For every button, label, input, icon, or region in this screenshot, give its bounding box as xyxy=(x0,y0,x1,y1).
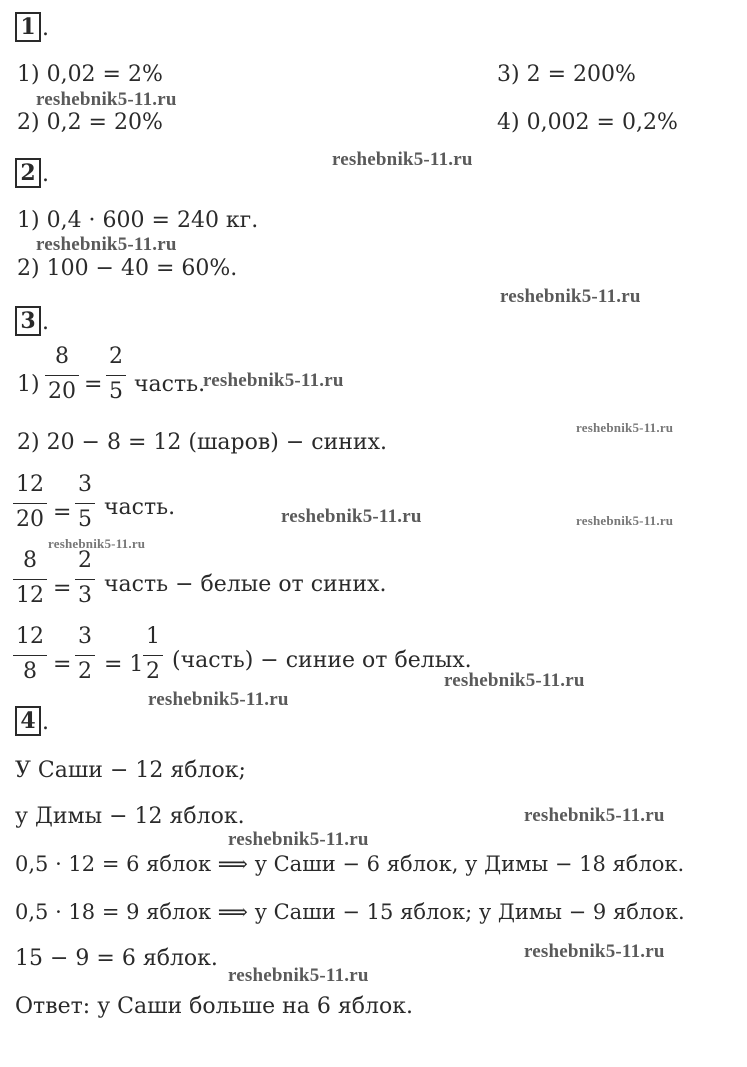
numerator: 12 xyxy=(16,624,44,649)
task-2-line-2: 2) 100 − 40 = 60%. xyxy=(17,256,238,281)
task-3-dot: . xyxy=(42,310,49,335)
task-4-line-2: у Димы − 12 яблок. xyxy=(15,804,245,829)
denominator: 8 xyxy=(23,659,37,684)
watermark: reshebnik5-11.ru xyxy=(444,670,585,691)
task-3-line-1-prefix: 1) xyxy=(17,372,40,397)
task-3-line-2: 2) 20 − 8 = 12 (шаров) − синих. xyxy=(17,430,387,455)
watermark: reshebnik5-11.ru xyxy=(281,506,422,527)
watermark: reshebnik5-11.ru xyxy=(148,689,289,710)
watermark: reshebnik5-11.ru xyxy=(228,965,369,986)
numerator: 12 xyxy=(16,472,44,497)
watermark: reshebnik5-11.ru xyxy=(36,234,177,255)
watermark: reshebnik5-11.ru xyxy=(203,370,344,391)
watermark: reshebnik5-11.ru xyxy=(48,536,146,551)
task-3-line-4-fraction-2 xyxy=(75,550,95,609)
fraction-bar xyxy=(75,503,95,504)
numerator: 8 xyxy=(55,344,69,369)
numerator: 3 xyxy=(78,624,92,649)
task-1-line-4: 4) 0,002 = 0,2% xyxy=(497,110,678,135)
numerator: 3 xyxy=(78,472,92,497)
fraction-bar xyxy=(13,579,47,580)
task-3-number: 3 xyxy=(15,306,41,336)
fraction-bar xyxy=(13,655,47,656)
task-3-line-5-eq: = xyxy=(53,652,72,677)
task-2-dot: . xyxy=(42,162,49,187)
fraction-bar xyxy=(143,655,163,656)
task-4-line-1: У Саши − 12 яблок; xyxy=(15,758,246,783)
task-3-line-3-fraction-1 xyxy=(13,474,47,533)
task-1-line-1: 1) 0,02 = 2% xyxy=(17,62,163,87)
task-2-line-1: 1) 0,4 · 600 = 240 кг. xyxy=(17,208,259,233)
watermark: reshebnik5-11.ru xyxy=(524,941,665,962)
task-3-line-3-suffix: часть. xyxy=(104,495,176,520)
task-4-line-4: 0,5 · 18 = 9 яблок ⟹ у Саши − 15 яблок; у Димы − 9 яблок. xyxy=(15,900,685,924)
task-1-dot: . xyxy=(42,16,49,41)
fraction-bar xyxy=(106,375,126,376)
task-4-line-5: 15 − 9 = 6 яблок. xyxy=(15,946,218,971)
watermark: reshebnik5-11.ru xyxy=(228,829,369,850)
watermark: reshebnik5-11.ru xyxy=(576,420,674,435)
task-3-line-3-fraction-2 xyxy=(75,474,95,533)
denominator: 20 xyxy=(48,379,76,404)
task-2-number: 2 xyxy=(15,158,41,188)
task-4-number: 4 xyxy=(15,706,41,736)
task-3-line-4-fraction-1 xyxy=(13,550,47,609)
watermark: reshebnik5-11.ru xyxy=(576,513,674,528)
watermark: reshebnik5-11.ru xyxy=(500,286,641,307)
task-3-line-5-fraction-2 xyxy=(75,626,95,685)
numerator: 2 xyxy=(109,344,123,369)
task-3-line-5-fraction-1 xyxy=(13,626,47,685)
task-3-line-3-eq: = xyxy=(53,500,72,525)
numerator: 2 xyxy=(78,548,92,573)
task-3-line-1-fraction-2 xyxy=(106,346,126,405)
fraction-bar xyxy=(13,503,47,504)
task-3-line-5-suffix: (часть) − синие от белых. xyxy=(172,648,472,673)
task-1-line-2: 2) 0,2 = 20% xyxy=(17,110,163,135)
numerator: 1 xyxy=(146,624,160,649)
task-3-line-5-fraction-3 xyxy=(143,626,163,685)
denominator: 20 xyxy=(16,507,44,532)
fraction-bar xyxy=(75,655,95,656)
task-4-line-3: 0,5 · 12 = 6 яблок ⟹ у Саши − 6 яблок, у Димы − 18 яблок. xyxy=(15,852,685,876)
denominator: 5 xyxy=(78,507,92,532)
denominator: 5 xyxy=(109,379,123,404)
denominator: 3 xyxy=(78,583,92,608)
denominator: 2 xyxy=(78,659,92,684)
task-3-line-1-fraction-1 xyxy=(45,346,79,405)
fraction-bar xyxy=(75,579,95,580)
task-4-dot: . xyxy=(42,710,49,735)
task-3-line-1-eq: = xyxy=(84,372,103,397)
watermark: reshebnik5-11.ru xyxy=(332,149,473,170)
task-3-line-1-suffix: часть. xyxy=(134,372,206,397)
task-3-line-4-eq: = xyxy=(53,576,72,601)
denominator: 2 xyxy=(146,659,160,684)
denominator: 12 xyxy=(16,583,44,608)
watermark: reshebnik5-11.ru xyxy=(524,805,665,826)
numerator: 8 xyxy=(23,548,37,573)
task-1-line-3: 3) 2 = 200% xyxy=(497,62,636,87)
task-4-line-6: Ответ: у Саши больше на 6 яблок. xyxy=(15,994,413,1019)
task-3-line-5-eq2: = 1 xyxy=(104,652,144,677)
fraction-bar xyxy=(45,375,79,376)
watermark: reshebnik5-11.ru xyxy=(36,89,177,110)
task-1-number: 1 xyxy=(15,12,41,42)
task-3-line-4-suffix: часть − белые от синих. xyxy=(104,572,387,597)
